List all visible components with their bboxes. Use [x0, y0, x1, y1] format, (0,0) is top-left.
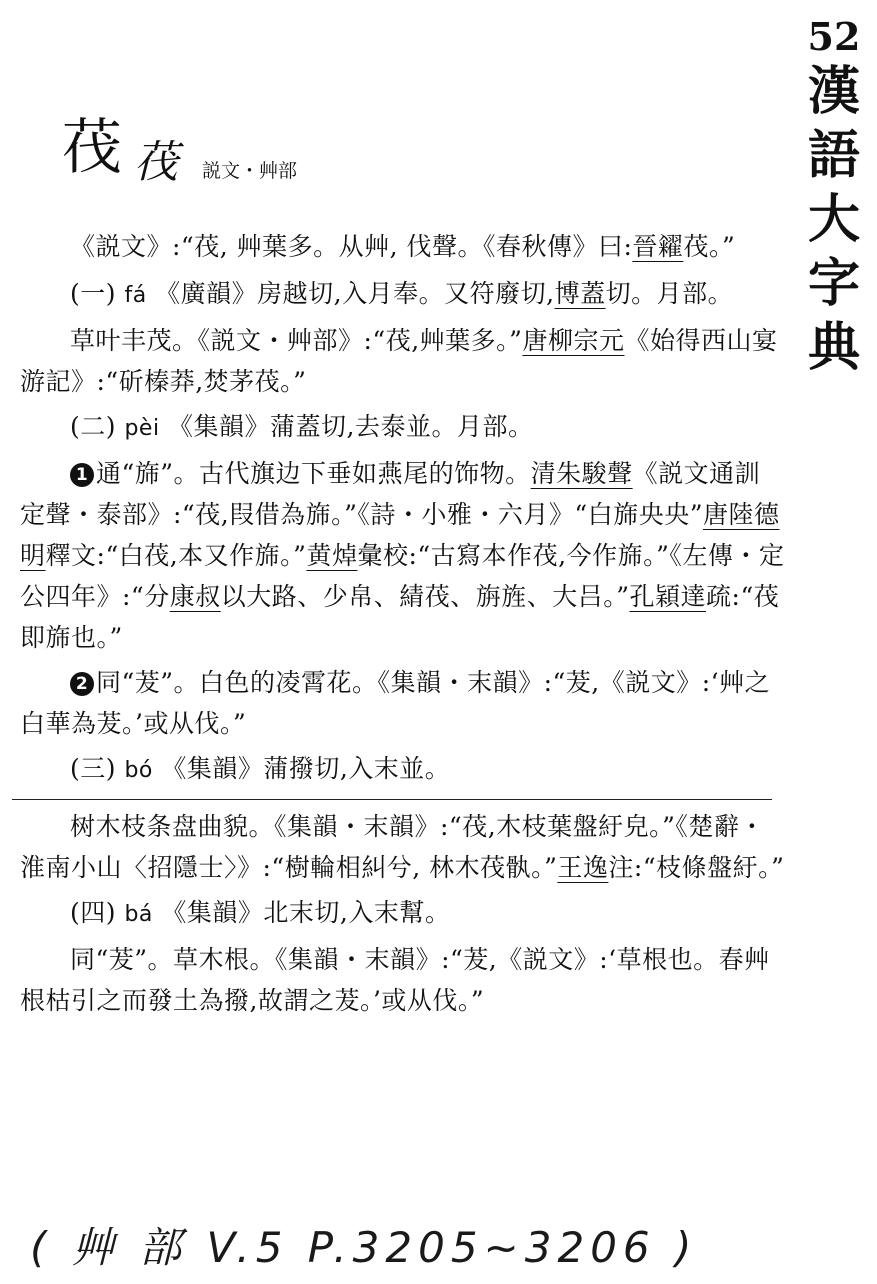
shuowen-quote: 《説文》:“茷, 艸葉多。从艸, 伐聲。《春秋傳》曰:晉糴茷。” — [70, 232, 736, 261]
title-char: 字 — [807, 253, 860, 314]
reading-3: (三) bó 《集韻》蒲撥切,入末並。 — [70, 754, 451, 783]
reading-2: (二) pèi 《集韻》蒲蓋切,去泰並。月部。 — [70, 412, 534, 441]
pinyin: bó — [124, 758, 153, 783]
proper-name: 晉糴 — [632, 232, 684, 261]
page-number: 52 — [807, 14, 861, 59]
proper-name: 清 — [530, 459, 557, 488]
proper-name: 朱駿聲 — [556, 459, 633, 488]
sense-paragraph: 草叶丰茂。《説文・艸部》:“茷,艸葉多。”唐柳宗元《始得西山宴游記》:“斫榛莽,焚茅茷。” — [20, 326, 778, 396]
proper-name: 柳宗元 — [547, 326, 625, 355]
pinyin: pèi — [124, 416, 160, 441]
proper-name: 博蓋 — [554, 279, 606, 308]
sense-1: 1 通“旆”。古代旗边下垂如燕尾的饰物。清朱駿聲《説文通訓定聲・泰部》:“茷,叚借為旆。”《詩・小雅・六月》“白旆央央”唐陸德明釋文:“白茷,本又作旆。”黄焯彙校:“古寫本作茷,今作旆。”《左傳・定公四年》:“分康叔以大路、少帛、綪茷、旃旌、大吕。”孔穎達疏:“茷即旆也。” — [20, 459, 785, 652]
pinyin: bá — [124, 902, 153, 927]
seal-script-glyph: 茷 — [134, 137, 178, 188]
title-char: 典 — [807, 317, 860, 378]
proper-name: 康叔 — [169, 582, 221, 611]
proper-name: 孔穎達 — [629, 582, 707, 611]
proper-name: 唐 — [522, 326, 548, 355]
dictionary-title-vertical — [805, 14, 863, 380]
reading-4: (四) bá 《集韻》北末切,入末幫。 — [70, 898, 451, 927]
entry-body — [20, 226, 785, 1025]
pinyin: fá — [124, 283, 147, 308]
proper-name: 黄焯 — [306, 541, 358, 570]
title-char: 大 — [807, 189, 860, 250]
heading-source: 説文・艸部 — [202, 160, 298, 182]
divider-line — [12, 799, 772, 800]
sense-number-badge: 1 — [70, 463, 94, 487]
sense-2: 2 同“茇”。白色的凌霄花。《集韻・末韻》:“茇,《説文》:‘艸之白華為茇。’或从伐。” — [20, 668, 771, 738]
sense-paragraph: 树木枝条盘曲貌。《集韻・末韻》:“茷,木枝葉盤紆皃。”《楚辭・淮南小山〈招隱士〉》:“樹輪相糾兮, 林木茷骫。”王逸注:“枝條盤紆。” — [20, 812, 785, 882]
proper-name: 陸德明 — [20, 500, 780, 570]
handwritten-annotation: ( 艸 部 V.5 P.3205~3206 ) — [30, 1223, 698, 1272]
reading-1: (一) fá 《廣韻》房越切,入月奉。又符廢切,博蓋切。月部。 — [70, 279, 734, 308]
proper-name: 唐 — [703, 500, 729, 529]
head-character: 茷 — [62, 113, 122, 183]
sense-paragraph: 同“茇”。草木根。《集韻・末韻》:“茇,《説文》:‘草根也。春艸根枯引之而發土為撥,故謂之茇。’或从伐。” — [20, 945, 770, 1015]
title-char: 漢 — [807, 61, 860, 122]
proper-name: 王逸 — [557, 853, 609, 882]
title-char: 語 — [807, 125, 860, 186]
sense-number-badge: 2 — [70, 672, 94, 696]
